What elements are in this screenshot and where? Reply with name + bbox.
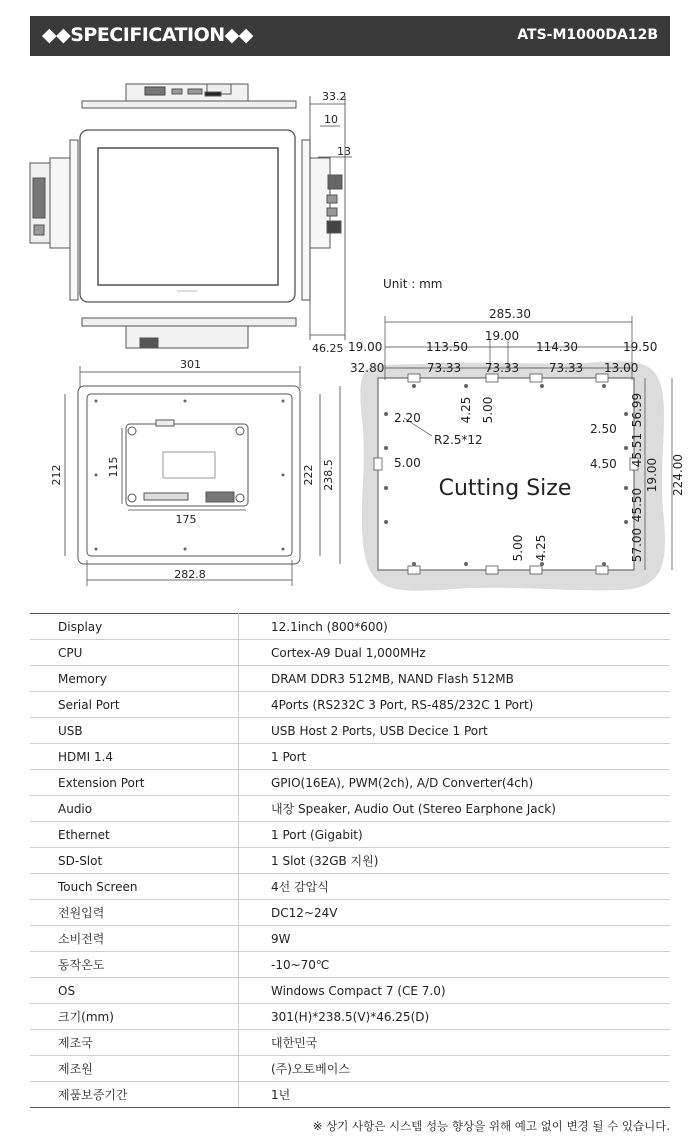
dim-side-33: 33.2 (322, 90, 347, 103)
spec-key: Audio (30, 796, 239, 822)
spec-value: 1년 (239, 1082, 671, 1108)
spec-row (30, 692, 670, 718)
spec-key: 소비전력 (30, 926, 239, 952)
spec-value: 4선 감압식 (239, 874, 671, 900)
spec-row (30, 666, 670, 692)
spec-title: ◆◆SPECIFICATION◆◆ (42, 24, 253, 46)
spec-row (30, 874, 670, 900)
cut-v2: 5.00 (481, 396, 495, 424)
unit-label: Unit : mm (383, 277, 443, 291)
spec-row (30, 770, 670, 796)
cut-top-gap: 113.50 (426, 340, 468, 354)
spec-row (30, 640, 670, 666)
spec-row (30, 1004, 670, 1030)
spec-row (30, 614, 670, 640)
spec-row (30, 1056, 670, 1082)
dim-side-depth: 46.25 (312, 342, 344, 355)
cut-row-d: 73.33 (548, 361, 584, 375)
cut-b2: 4.25 (534, 534, 548, 562)
dim-side-13: 13 (337, 145, 351, 158)
cut-left1: 2.20 (394, 411, 421, 425)
dim-back-left: 212 (50, 464, 63, 486)
spec-row (30, 718, 670, 744)
spec-value: DC12~24V (239, 900, 671, 926)
spec-value: 4Ports (RS232C 3 Port, RS-485/232C 1 Port) (239, 692, 671, 718)
dim-back-bottom: 282.8 (174, 568, 206, 581)
spec-row (30, 1030, 670, 1056)
cut-v1: 4.25 (459, 396, 473, 424)
cut-row-a: 32.80 (350, 361, 385, 375)
spec-value: -10~70℃ (239, 952, 671, 978)
cut-r-total: 224.00 (671, 454, 685, 496)
dim-back-width: 301 (180, 358, 201, 371)
dim-back-inner-h: 115 (107, 456, 120, 478)
spec-key: Touch Screen (30, 874, 239, 900)
spec-key: 크기(mm) (30, 1004, 239, 1030)
dim-back-outer: 238.5 (322, 459, 335, 491)
spec-value: Windows Compact 7 (CE 7.0) (239, 978, 671, 1004)
spec-key: SD-Slot (30, 848, 239, 874)
cut-r-a: 56.99 (630, 392, 644, 428)
spec-key: OS (30, 978, 239, 1004)
spec-value: GPIO(16EA), PWM(2ch), A/D Converter(4ch) (239, 770, 671, 796)
spec-key: 전원입력 (30, 900, 239, 926)
spec-key: 제조원 (30, 1056, 239, 1082)
dim-back-inner: 222 (302, 464, 315, 486)
cut-left2: 5.00 (394, 456, 421, 470)
spec-key: Display (30, 614, 239, 640)
spec-row (30, 978, 670, 1004)
cut-row-e: 13.00 (604, 361, 639, 375)
cut-top-left: 19.00 (348, 340, 383, 354)
cut-r-b: 45.51 (630, 432, 644, 468)
cut-right1: 2.50 (590, 422, 617, 436)
spec-key: HDMI 1.4 (30, 744, 239, 770)
cut-r-c: 19.00 (645, 457, 659, 493)
cut-r-d: 45.50 (630, 487, 644, 523)
cut-right2: 4.50 (590, 457, 617, 471)
spec-row (30, 952, 670, 978)
model-number: ATS-M1000DA12B (517, 27, 658, 43)
spec-key: 동작온도 (30, 952, 239, 978)
spec-value: 9W (239, 926, 671, 952)
cut-r-e: 57.00 (630, 527, 644, 563)
spec-value: 1 Port (Gigabit) (239, 822, 671, 848)
cut-row-c: 73.33 (484, 361, 520, 375)
spec-row (30, 1082, 670, 1108)
spec-value: 1 Slot (32GB 지원) (239, 848, 671, 874)
spec-table (30, 613, 670, 1108)
spec-value: DRAM DDR3 512MB, NAND Flash 512MB (239, 666, 671, 692)
spec-value: 1 Port (239, 744, 671, 770)
spec-value: (주)오토베이스 (239, 1056, 671, 1082)
spec-key: USB (30, 718, 239, 744)
spec-key: 제품보증기간 (30, 1082, 239, 1108)
cut-total: 285.30 (489, 307, 531, 321)
cut-radius: R2.5*12 (434, 433, 483, 447)
cut-top-right: 19.50 (623, 340, 658, 354)
front-view (30, 84, 342, 348)
cutting-size-label: Cutting Size (438, 476, 572, 501)
spec-row (30, 848, 670, 874)
spec-value: 301(H)*238.5(V)*46.25(D) (239, 1004, 671, 1030)
spec-value: Cortex-A9 Dual 1,000MHz (239, 640, 671, 666)
spec-key: Memory (30, 666, 239, 692)
cut-top-mid: 19.00 (484, 329, 520, 343)
spec-key: Extension Port (30, 770, 239, 796)
spec-key: 제조국 (30, 1030, 239, 1056)
spec-row (30, 796, 670, 822)
spec-row (30, 900, 670, 926)
cut-top-gap2: 114.30 (536, 340, 578, 354)
spec-key: Ethernet (30, 822, 239, 848)
cut-row-b: 73.33 (426, 361, 462, 375)
footnote: ※ 상기 사항은 시스템 성능 향상을 위해 예고 없이 변경 될 수 있습니다. (312, 1119, 670, 1133)
spec-row (30, 822, 670, 848)
spec-key: Serial Port (30, 692, 239, 718)
dim-side-10: 10 (324, 113, 338, 126)
spec-row (30, 926, 670, 952)
spec-key: CPU (30, 640, 239, 666)
spec-value: USB Host 2 Ports, USB Decice 1 Port (239, 718, 671, 744)
spec-value: 내장 Speaker, Audio Out (Stereo Earphone Jack) (239, 796, 671, 822)
spec-value: 12.1inch (800*600) (239, 614, 671, 640)
cut-b1: 5.00 (511, 534, 525, 562)
dim-back-inner-w: 175 (175, 513, 197, 526)
spec-value: 대한민국 (239, 1030, 671, 1056)
spec-row (30, 744, 670, 770)
